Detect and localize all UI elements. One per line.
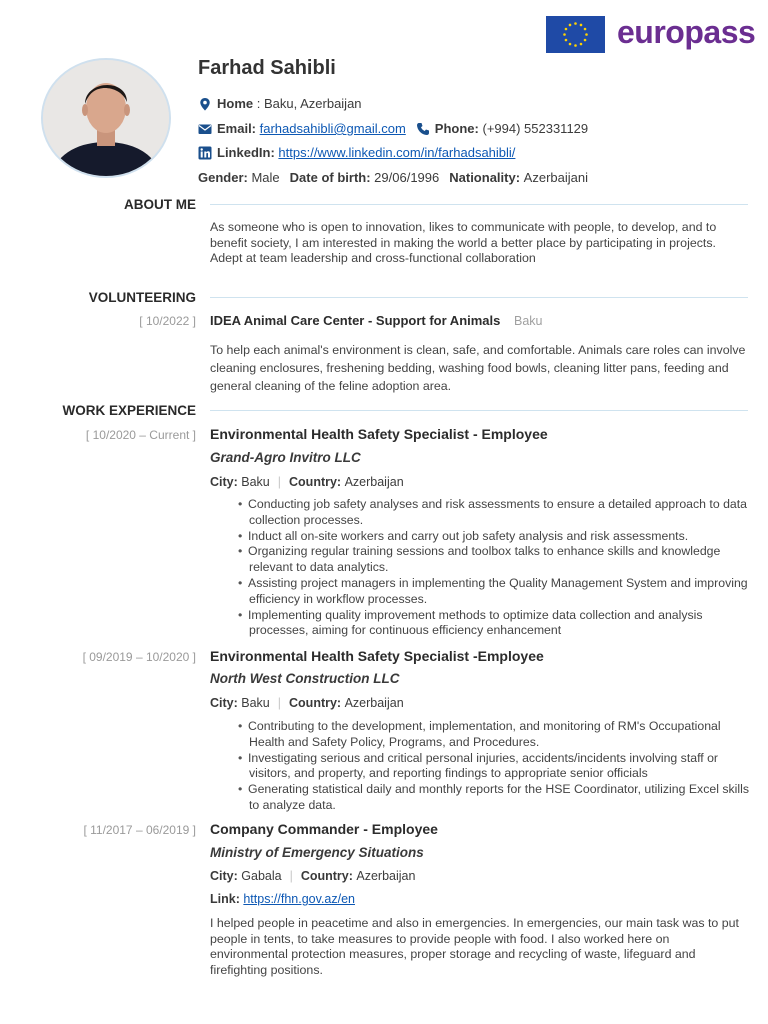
job-title: Environmental Health Safety Specialist - Employee (210, 426, 548, 442)
list-item: • Organizing regular training sessions and toolbox talks to enhance skills and knowledge relevant to data analytics. (228, 544, 750, 576)
list-item: • Induct all on-site workers and carry out job safety analysis and risk assessments. (228, 529, 750, 545)
eu-star-icon (574, 22, 577, 25)
eu-star-icon (569, 43, 572, 46)
job-link[interactable]: https://fhn.gov.az/en (243, 892, 355, 906)
job-link-row: Link: https://fhn.gov.az/en (210, 892, 355, 906)
nationality-value: Azerbaijani (523, 170, 588, 185)
phone-value: (+994) 552331129 (482, 121, 589, 136)
list-item: • Conducting job safety analyses and risk assessments to ensure a detailed approach to data collection processes. (228, 497, 750, 529)
eu-star-icon (584, 28, 587, 31)
eu-stars-icon (546, 16, 605, 53)
job-date: [ 10/2020 – Current ] (85, 428, 196, 442)
list-item: • Generating statistical daily and monthly reports for the HSE Coordinator, utilizing Excel skills to analyze data. (228, 782, 750, 814)
person-name: Farhad Sahibli (198, 57, 336, 79)
eu-star-icon (565, 39, 568, 42)
list-item: • Investigating serious and critical personal injuries, accidents/incidents involving staff or visitors, and property, and reporting findings to appropriate senior officials (228, 751, 750, 783)
eu-star-icon (563, 33, 566, 36)
about-text: As someone who is open to innovation, likes to communicate with people, to develop, and to benefit society, I am interested in making the world a better place by participating in projects. Adept at team leadership and cross-functional collaboration (210, 220, 717, 266)
linkedin-label: LinkedIn: (217, 145, 275, 160)
job-employer: Grand-Agro Invitro LLC (210, 450, 361, 465)
linkedin-icon (198, 146, 212, 160)
job-title: Environmental Health Safety Specialist -Employee (210, 648, 544, 664)
section-divider (210, 297, 748, 298)
dob-value: 29/06/1996 (374, 170, 440, 185)
list-item: • Contributing to the development, implementation, and monitoring of RM's Occupational Health and Safety Policy, Programs, and Procedures. (228, 719, 750, 751)
job-location: City: Baku | Country: Azerbaijan (210, 696, 404, 710)
email-phone-row (198, 121, 588, 136)
eu-star-icon (565, 28, 568, 31)
volunteering-title-text: IDEA Animal Care Center - Support for Animals (210, 313, 501, 328)
gender-label: Gender: (198, 170, 248, 185)
personal-details-row (198, 170, 588, 185)
location-pin-icon (198, 97, 212, 111)
eu-star-icon (585, 33, 588, 36)
job-location: City: Baku | Country: Azerbaijan (210, 475, 404, 489)
eu-flag-logo (546, 16, 605, 53)
list-item: • Implementing quality improvement methods to optimize data collection and analysis processes, aiming for continuous efficiency enhancement (228, 608, 750, 640)
job-employer: North West Construction LLC (210, 671, 400, 686)
home-value: Baku, Azerbaijan (263, 96, 362, 111)
home-row: Home : Baku, Azerbaijan (198, 96, 362, 111)
job-location: City: Gabala | Country: Azerbaijan (210, 869, 416, 883)
europass-logo-text: europass (617, 14, 756, 50)
eu-star-icon (574, 44, 577, 47)
job-description: I helped people in peacetime and also in emergencies. In emergencies, our main task was to put people in tents, to take measures to provide people with food. I also worked here on environmental protection measures, proper storage and recycling of waste, lifeguard and firefighting positions. (210, 916, 739, 977)
volunteering-date: [ 10/2022 ] (139, 314, 196, 328)
email-label: Email: (217, 121, 257, 136)
home-label: Home (217, 96, 254, 111)
eu-star-icon (569, 24, 572, 27)
section-divider (210, 410, 748, 411)
job-date: [ 11/2017 – 06/2019 ] (83, 823, 196, 837)
linkedin-row (198, 145, 515, 160)
eu-star-icon (580, 43, 583, 46)
job-date: [ 09/2019 – 10/2020 ] (82, 650, 196, 664)
eu-star-icon (580, 24, 583, 27)
envelope-icon (198, 122, 212, 136)
section-title-volunteering: VOLUNTEERING (88, 290, 196, 305)
phone-label: Phone: (434, 121, 479, 136)
eu-star-icon (584, 39, 587, 42)
phone-icon (416, 122, 430, 136)
job-title: Company Commander - Employee (210, 821, 438, 837)
dob-label: Date of birth: (289, 170, 371, 185)
section-divider (210, 204, 748, 205)
linkedin-link[interactable]: https://www.linkedin.com/in/farhadsahibli/ (278, 145, 516, 160)
nationality-label: Nationality: (449, 170, 521, 185)
gender-value: Male (251, 170, 280, 185)
section-title-about: ABOUT ME (124, 197, 196, 212)
volunteering-location: Baku (514, 314, 543, 328)
job-employer: Ministry of Emergency Situations (210, 845, 424, 860)
volunteering-title (210, 313, 543, 328)
job-bullets (228, 497, 750, 639)
list-item: • Assisting project managers in implementing the Quality Management System and improving efficiency in workflow processes. (228, 576, 750, 608)
job-bullets (228, 719, 750, 814)
profile-photo (41, 58, 171, 178)
volunteering-text: To help each animal's environment is clean, safe, and comfortable. Animals care roles can involve cleaning enclosures, freshening bedding, washing food bowls, cleaning litter pans, feeding and general cleaning of the feline adoption area. (210, 343, 746, 393)
email-link[interactable]: farhadsahibli@gmail.com (259, 121, 406, 136)
section-title-work: WORK EXPERIENCE (62, 403, 196, 418)
